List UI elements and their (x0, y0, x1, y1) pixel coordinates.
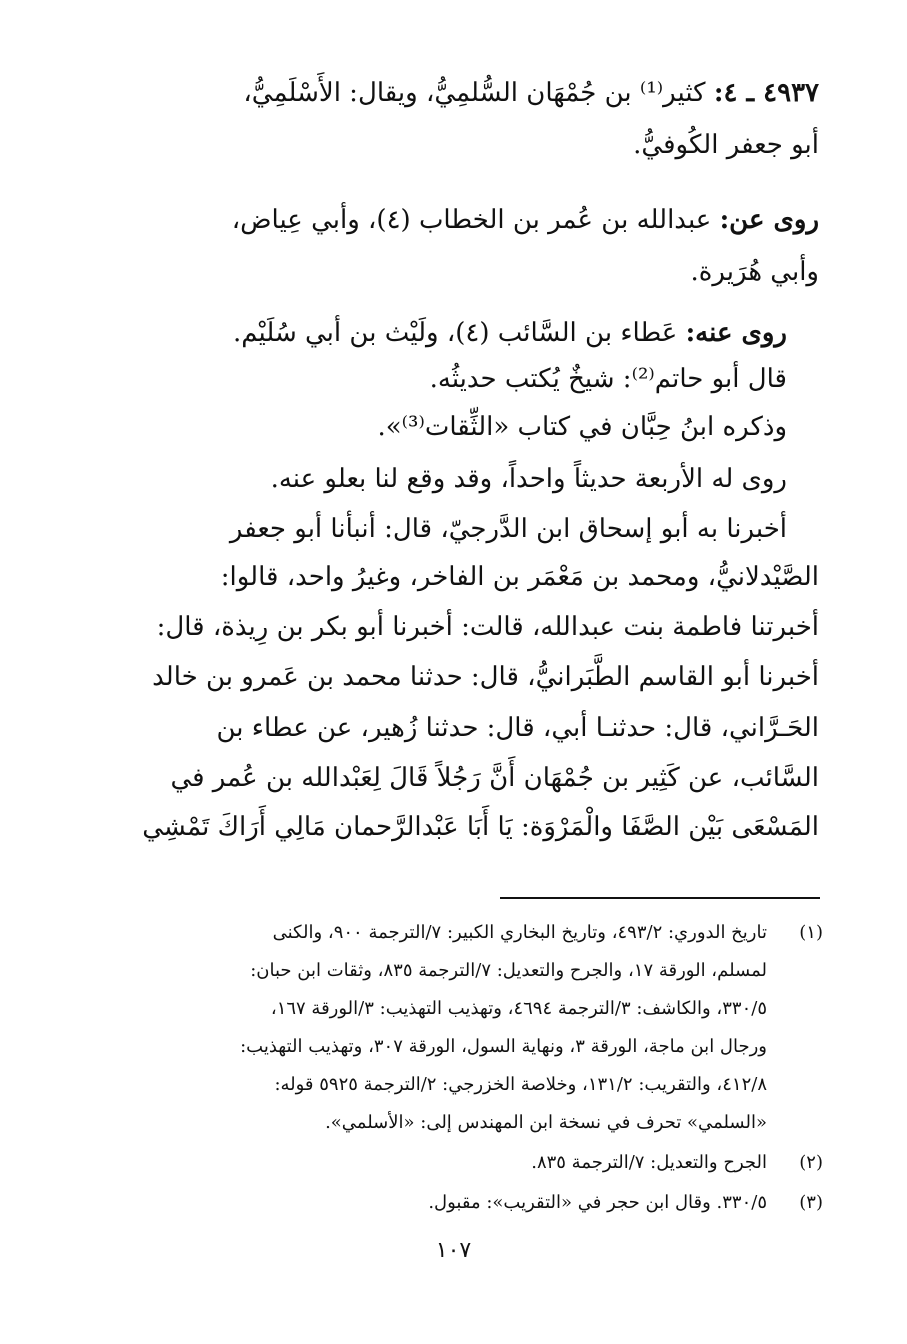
rawa-anhu-line (233, 318, 787, 348)
page-number: ١٠٧ (435, 1238, 472, 1263)
footnote-number: (٣) (799, 1192, 823, 1213)
footnote-line: الجرح والتعديل: ٧/الترجمة ٨٣٥. (531, 1152, 767, 1173)
footnote-line: تاريخ الدوري: ٤٩٣/٢، وتاريخ البخاري الكبير: ٧/الترجمة ٩٠٠، والكنى (272, 922, 767, 943)
entry-header-visible: كثير⁽¹⁾ بن جُمْهَان السُّلمِيُّ، ويقال: الأَسْلَمِيُّ، (243, 78, 706, 108)
rawa-an-line-2: وأبي هُرَيرة. (690, 257, 819, 287)
body-line: روى له الأربعة حديثاً واحداً، وقد وقع لنا بعلو عنه. (270, 464, 787, 494)
body-line: الصَّيْدلانيُّ، ومحمد بن مَعْمَر بن الفاخر، وغيرُ واحد، قالوا: (220, 562, 819, 592)
rawa-an-line-1 (232, 205, 819, 235)
body-line: أخبرنا به أبو إسحاق ابن الدَّرجيّ، قال: أنبأنا أبو جعفر (229, 514, 787, 544)
body-line: الحَـرَّاني، قال: حدثنـا أبي، قال: حدثنا زُهير، عن عطاء بن (216, 713, 819, 743)
body-line: السَّائب، عن كَثِير بن جُمْهَان أَنَّ رَجُلاً قَالَ لِعَبْدالله بن عُمر في (170, 763, 819, 793)
rawa-anhu-label: روى عنه: (685, 318, 787, 348)
footnote-line: لمسلم، الورقة ١٧، والجرح والتعديل: ٧/الترجمة ٨٣٥، وثقات ابن حبان: (250, 960, 767, 981)
footnote-line: ورجال ابن ماجة، الورقة ٣، ونهاية السول، الورقة ٣٠٧، وتهذيب التهذيب: (240, 1036, 767, 1057)
body-line: قال أبو حاتم⁽²⁾: شيخٌ يُكتب حديثُه. (429, 364, 787, 394)
footnote-number: (١) (799, 922, 823, 943)
body-line: أخبرنا أبو القاسم الطَّبَرانيُّ، قال: حدثنا محمد بن عَمرو بن خالد (152, 662, 819, 692)
footnote-line: ٣٣٠/٥. وقال ابن حجر في «التقريب»: مقبول. (428, 1192, 767, 1213)
footnote-line: ٣٣٠/٥، والكاشف: ٣/الترجمة ٤٦٩٤، وتهذيب التهذيب: ٣/الورقة ١٦٧، (270, 998, 767, 1019)
footnote-line: ٤١٢/٨، والتقريب: ١٣١/٢، وخلاصة الخزرجي: ٢/الترجمة ٥٩٢٥ قوله: (274, 1074, 767, 1095)
rawa-anhu-text: عَطاء بن السَّائب (٤)، ولَيْث بن أبي سُلَيْم. (232, 318, 678, 348)
rawa-an-label: روى عن: (719, 205, 819, 235)
body-line: وذكره ابنُ حِبَّان في كتاب «الثِّقات⁽³⁾». (377, 412, 787, 442)
entry-header-line-2: أبو جعفر الكُوفيُّ. (633, 130, 819, 160)
footnote-number: (٢) (799, 1152, 823, 1173)
body-line: أخبرتنا فاطمة بنت عبدالله، قالت: أخبرنا أبو بكر بن رِيذة، قال: (156, 612, 819, 642)
footnote-separator (500, 897, 820, 899)
footnote-line: «السلمي» تحرف في نسخة ابن المهندس إلى: «الأسلمي». (325, 1112, 767, 1133)
body-line: المَسْعَى بَيْن الصَّفَا والْمَرْوَة: يَا أَبَا عَبْدالرَّحمان مَالِي أَرَاكَ تَمْشِي (142, 812, 819, 842)
entry-number: ٤٩٣٧ ـ ٤: (713, 78, 819, 108)
rawa-an-text: عبدالله بن عُمر بن الخطاب (٤)، وأبي عِياض، (231, 205, 712, 235)
entry-header-line-1 (243, 78, 819, 108)
